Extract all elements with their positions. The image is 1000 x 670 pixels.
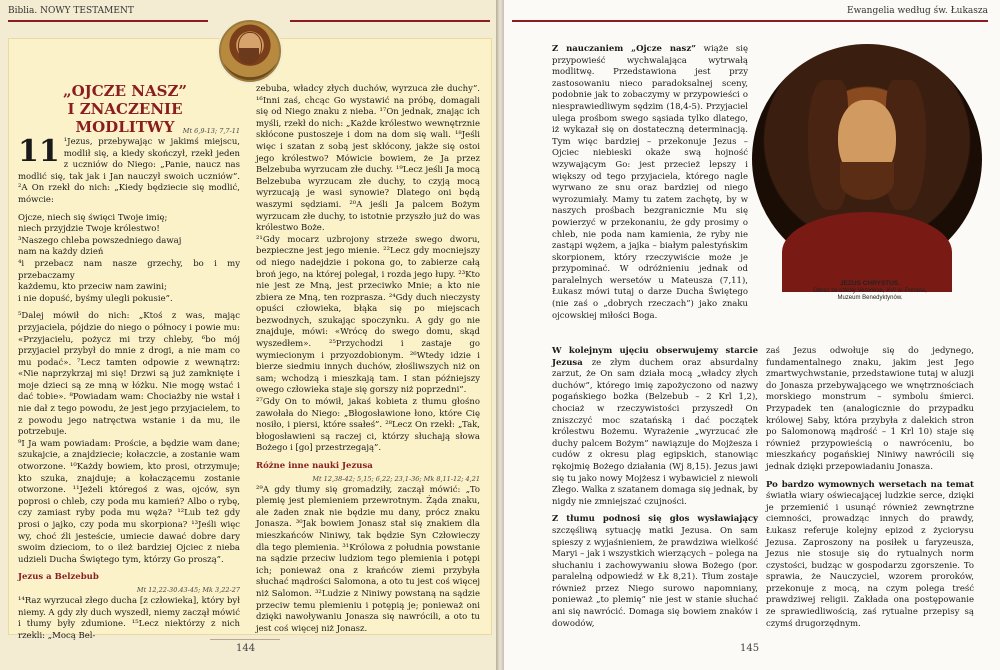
parallel-refs: Mt 6,9-13; 7,7-11 xyxy=(182,127,240,135)
commentary-column-2 xyxy=(766,346,974,642)
portrait-caption xyxy=(770,280,970,303)
paragraph: ¹⁴Raz wyrzucał złego ducha [z człowieka], który był niemy. A gdy zły duch wyszedł, niemy zaczął mówić i tłumy były zdumione. ¹⁵Lecz niektórzy z nich rzekli: „Mocą Bel- xyxy=(18,595,240,641)
section-heading: Jezus a Belzebub xyxy=(18,572,99,583)
paragraph-lead: W kolejnym ujęciu obserwujemy starcie Jezusa xyxy=(552,346,758,368)
commentary-column-1 xyxy=(552,346,758,642)
prayer-line: Ojcze, niech się święci Twoje imię; xyxy=(18,212,168,223)
prayer-line: niech przyjdzie Twoje królestwo! xyxy=(18,224,160,235)
header-rule xyxy=(512,20,988,22)
christ-portrait-image xyxy=(752,44,982,274)
paragraph: ⁵Dalej mówił do nich: „Ktoś z was, mając przyjaciela, pójdzie do niego o północy i powie mu: «Przyjacielu, pożycz mi trzy chleby, ⁶bo mój przyjaciel przybył do mnie z drogi, a nie mam co mu podać». ⁷Lecz tamten odpowie z wewnątrz: «Nie naprzykrzaj mi się! Drzwi są już zamknięte i moje dzieci są ze mną w łóżku. Nie mogę wstać i dać tobie». ⁸Powiadam wam: Chociażby nie wstał i nie dał z tego powodu, że jest jego przyjacielem, to z powodu jego natręctwa wstanie i da mu, ile potrzebuje. xyxy=(18,311,240,438)
parallel-refs: Mt 12,22-30.43-45; Mk 3,22-27 xyxy=(136,585,240,594)
section-heading: Różne inne nauki Jezusa xyxy=(256,461,373,471)
right-page xyxy=(504,0,1000,670)
paragraph: ²⁷Gdy On to mówił, jakaś kobieta z tłumu głośno zawołała do Niego: „Błogosławione łono, które Cię nosiło, i piersi, które ssałeś”. ²⁸Lecz On rzekł: „Tak, błogosławieni są raczej ci, którzy słuchają słowa Bożego i [go] przestrzegają”. xyxy=(256,397,480,454)
commentary-column-top xyxy=(552,44,748,344)
caption-line: Muzeum Benedyktynów. xyxy=(837,295,903,301)
header-rule-right xyxy=(290,20,490,22)
paragraph: ⁹I Ja wam powiadam: Proście, a będzie wam dane; szukajcie, a znajdziecie; kołaczcie, a zostanie wam otworzone. ¹⁰Każdy bowiem, kto prosi, otrzymuje; kto szuka, znajduje; a kołaczącemu zostanie otworzone. ¹¹Jeżeli któregoś z was, ojców, syn poprosi o chleb, czy poda mu kamień? Albo o rybę, czy zamiast ryby poda mu węża? ¹²Lub też gdy prosi o jajko, czy poda mu skorpiona? ¹³Jeśli więc wy, choć źli jesteście, umiecie dawać dobre dary swoim dzieciom, to o ileż bardziej Ojciec z nieba udzieli Ducha Świętego tym, którzy Go proszą”. xyxy=(18,438,240,565)
prayer-line: i nie dopuść, byśmy ulegli pokusie”. xyxy=(18,293,173,304)
paragraph xyxy=(552,44,748,322)
paragraph-body: wiąże się przypowieść wychwalająca wytrwałą modlitwę. Przedstawiona jest przy zastosowaniu nieco paradoksalnej sceny, podobnie jak to zobaczymy w przypowieści o niesprawiedliwym sędzim (18,4-5). Przyjaciel ulega prośbom swego sąsiada tylko dlatego, iż wykazał się on dostateczną determinacją. Tym więc bardziej – przekonuje Jezus – Ojciec niebieski okaże swą hojność wzywającym Go: jest przecież lepszy i większy od tego przyjaciela, którego nagle wyrwano ze snu oraz bardziej od niego wyrozumiały. Mamy tu zatem zachętę, by w naszych prośbach bezgranicznie Mu się powierzyć w przekonaniu, że gdy prosimy o chleb, nie poda nam kamienia, że ryby nie zastąpi wężem, a jajka – białym palestyńskim skorpionem, który rzeczywiście może je przypominać. W odróżnieniu jednak od paralelnych wersetów u Mateusza (7,11), Łukasz mówi tutaj o darze Ducha Świętego (nie zaś o „dobrych rzeczach”) jako znaku ojcowskiej miłości Boga. xyxy=(552,44,748,321)
title-line-1: „OJCZE NASZ” xyxy=(62,82,188,100)
paragraph xyxy=(552,346,758,508)
running-head-right: Ewangelia według św. Łukasza xyxy=(847,6,988,16)
evangelist-medallion-image xyxy=(219,20,281,82)
page-number-left: 144 xyxy=(236,643,256,654)
paragraph-body: ze złym duchem oraz absurdalny zarzut, że On sam działa mocą „władcy złych duchów”, którego imię zapożyczono od nazwy pogańskiego bożka (Belzebub – 2 Krl 1,2), chociaż w rzeczywistości przyszedł On zniszczyć moc szatańską i dać początek królestwu Bożemu. Wyrażenie „wyrzucać złe duchy palcem Bożym” nawiązuje do Mojżesza i cudów z okresu plag egipskich, stanowiąc rękojmię Bożego działania (Wj 8,15). Jezus jawi się tu jako nowy Mojżesz i wybawiciel z niewoli Złego. Walka z szatanem domaga się jednak, by nigdy nie zmniejszać czujności. xyxy=(552,357,758,507)
caption-line: Obraz ze szkoły Veronese, XVI w. Pontida, xyxy=(813,287,927,294)
paragraph-lead: Z tłumu podnosi się głos wysławiający xyxy=(552,514,758,525)
running-head-left: Biblia. NOWY TESTAMENT xyxy=(8,6,134,16)
caption-title: JEZUS CHRYSTUS. xyxy=(839,280,901,287)
paragraph: ²¹Gdy mocarz uzbrojony strzeże swego dworu, bezpieczne jest jego mienie. ²²Lecz gdy mocniejszy od niego nadejdzie i pokona go, to zabierze całą broń jego, na której polegał, i rozda jego łupy. ²³Kto nie jest ze Mną, jest przeciwko Mnie; a kto nie zbiera ze Mną, ten rozprasza. ²⁴Gdy duch nieczysty opuści człowieka, błąka się po miejscach bezwodnych, szukając spoczynku. A gdy go nie znajduje, mówi: «Wrócę do swego domu, skąd wyszedłem». ²⁵Przychodzi i zastaje go wymiecionym i przyozdobionym. ²⁶Wtedy idzie i bierze siedmiu innych duchów, złośliwszych niż on sam; wchodzą i mieszkają tam. I stan późniejszy owego człowieka staje się gorszy niż poprzedni”. xyxy=(256,234,480,396)
paragraph xyxy=(766,480,974,631)
prayer-line: każdemu, kto przeciw nam zawini; xyxy=(18,282,167,293)
paragraph: zaś Jezus odwołuje się do jedynego, fundamentalnego znaku, jakim jest Jego zmartwychwstanie, przedstawione tutaj w aluzji do Jonasza przebywającego we wnętrznościach morskiego monstrum – symbolu śmierci. Przypadek ten (analogicznie do przypadku królowej Saby, która przybyła z dalekich stron po Salomonową mądrość – 1 Krl 10) staje się również przypowieścią o nawróceniu, bo mieszkańcy pogańskiej Niniwy nawrócili się jednak dzięki przepowiadaniu Jonasza. xyxy=(766,346,974,472)
paragraph-body: światła wiary oświecającej ludzkie serce, dzięki je przemienić i usunąć również zewnętrzne ciemności, prowadząc innych do prawdy, Łukasz referuje kolejny epizod z życiorysu Jezusa. Zaproszony na posiłek u faryzeusza, Jezus nie stosuje się do rytualnych norm czystości, budząc w gospodarzu zgorszenie. To sprawia, że Nauczyciel, wzorem proroków, przekonuje z mocą, na czym polega treść prawdziwej religii. Zakłada ona postępowanie ze sprawiedliwością, zaś rytualne przepisy są czymś drugorzędnym. xyxy=(766,491,974,629)
portrait-beard xyxy=(840,162,894,200)
paragraph xyxy=(552,514,758,630)
prayer-line: ⁴i przebacz nam nasze grzechy, bo i my przebaczamy xyxy=(18,258,240,281)
prayer-line: ³Naszego chleba powszedniego dawaj xyxy=(18,235,182,246)
paragraph-body: szczęśliwą sytuację matki Jezusa. On sam spieszy z wyjaśnieniem, że prawdziwa wielkość Maryi – jak i wszystkich wierzących – polega na słuchaniu i zachowywaniu słowa Bożego (por. paralelną odpowiedź w Łk 8,21). Tłum zostaje również przez Niego surowo napomniany, ponieważ „to plemię” nie jest w stanie słuchać ani się nawrócić. Domaga się bowiem znaków i dowodów, xyxy=(552,525,758,629)
title-line-2: I ZNACZENIE MODLITWY xyxy=(67,100,183,136)
paragraph xyxy=(18,134,240,207)
prayer-line: nam na każdy dzień xyxy=(18,247,104,258)
left-page xyxy=(0,0,496,670)
paragraph-lead: Po bardzo wymownych wersetach na temat xyxy=(766,479,974,490)
page-number-right: 145 xyxy=(740,643,760,654)
lords-prayer xyxy=(18,213,240,306)
chapter-number: 11 xyxy=(18,134,60,169)
left-column-2 xyxy=(256,84,480,634)
left-column-1 xyxy=(18,125,240,641)
paragraph: zebuba, władcy złych duchów, wyrzuca złe duchy”. ¹⁶Inni zaś, chcąc Go wystawić na próbę, domagali się od Niego znaku z nieba. ¹⁷On jednak, znając ich myśli, rzekł do nich: „Każde królestwo wewnętrznie skłócone pustoszeje i dom na dom się wali. ¹⁸Jeśli więc i szatan z sobą jest skłócony, jakże się ostoi jego królestwo? Mówicie bowiem, że Ja przez Belzebuba wyrzucam złe duchy. ¹⁹Lecz jeśli Ja mocą Belzebuba wyrzucam złe duchy, to czyją mocą wyrzucają je wasi synowie? Dlatego oni będą waszymi sędziami. ²⁰A jeśli Ja palcem Bożym wyrzucam złe duchy, to istotnie przyszło już do was królestwo Boże. xyxy=(256,84,480,234)
paragraph: ²⁹A gdy tłumy się gromadziły, zaczął mówić: „To plemię jest plemieniem przewrotnym. Żąda znaku, ale żaden znak nie będzie mu dany, prócz znaku Jonasza. ³⁰Jak bowiem Jonasz stał się znakiem dla mieszkańców Niniwy, tak będzie Syn Człowieczy dla tego plemienia. ³¹Królowa z południa powstanie na sądzie przeciw ludziom tego plemienia i potępi ich; ponieważ ona z krańców ziemi przybyła słuchać mądrości Salomona, a oto tu jest coś więcej niż Salomon. ³²Ludzie z Niniwy powstaną na sądzie przeciw temu plemieniu i potępią je; ponieważ oni dzięki nawoływaniu Jonasza się nawrócili, a oto tu jest coś więcej niż Jonasz. xyxy=(256,484,480,634)
verse-text: ¹Jezus, przebywając w jakimś miejscu, modlił się, a kiedy skończył, rzekł jeden z uczniów do Niego: „Panie, naucz nas modlić się, tak jak i Jan nauczył swoich uczniów”. ²A On rzekł do nich: „Kiedy będziecie się modlić, mówcie: xyxy=(18,137,240,205)
header-rule-left xyxy=(8,20,208,22)
parallel-refs: Mt 12,38-42; 5,15; 6,22; 23,1-36; Mk 8,11-12; 4,21 xyxy=(312,474,480,483)
book-gutter xyxy=(496,0,504,670)
medallion-beard xyxy=(239,48,259,64)
paragraph-lead: Z nauczaniem „Ojcze nasz” xyxy=(552,44,697,54)
